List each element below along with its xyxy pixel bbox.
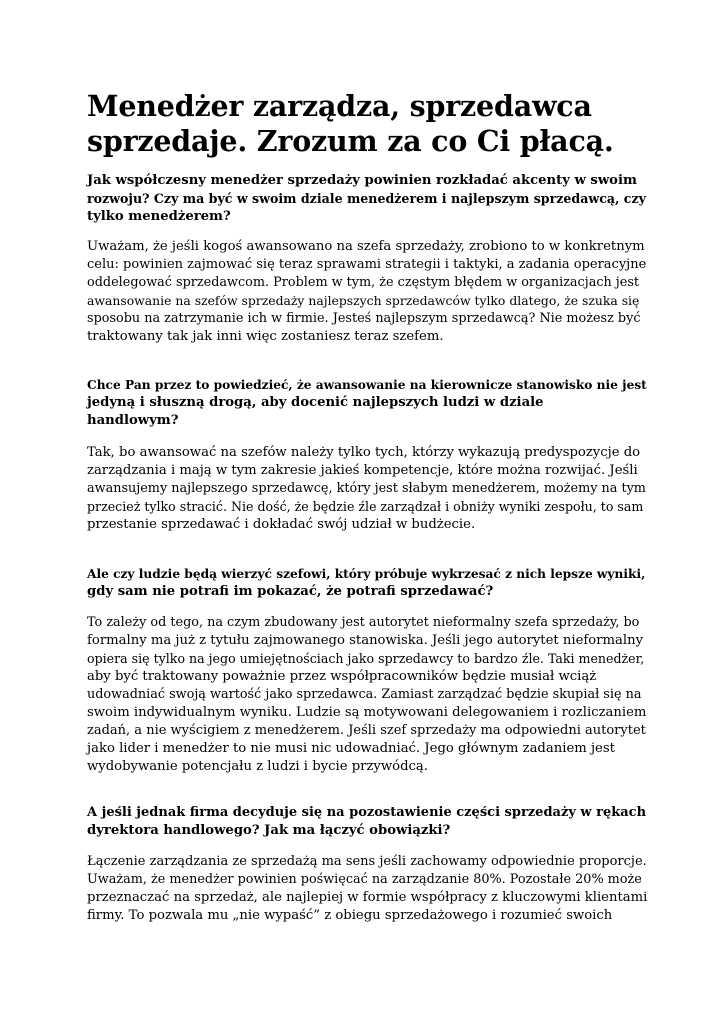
article-title: [87, 89, 647, 159]
interview-answer-2: [87, 444, 647, 534]
question-line: gdy sam nie potrafi im pokazać, że potrafi sprzedawać?: [87, 584, 494, 599]
answer-line: zadań, a nie wyścigiem z menedżerem. Jeśli szef sprzedaży ma odpowiedni autorytet: [87, 723, 646, 738]
answer-line: Uważam, że menedżer powinien poświęcać na zarządzanie 80%. Pozostałe 20% może: [87, 872, 642, 887]
answer-line: przeznaczać na sprzedaż, ale najlepiej w formie współpracy z kluczowymi klientami: [87, 890, 648, 905]
answer-line: awansowanie na szefów sprzedaży najlepszych sprzedawców tylko dlatego, że szuka się: [87, 293, 640, 308]
answer-line: celu: powinien zajmować się teraz sprawami strategii i taktyki, a zadania operacyjne: [87, 257, 647, 272]
answer-line: Tak, bo awansować na szefów należy tylko tych, którzy wykazują predyspozycje do: [87, 445, 641, 460]
question-line: rozwoju? Czy ma być w swoim dziale menedżerem i najlepszym sprzedawcą, czy: [87, 191, 646, 206]
interview-answer-4: [87, 853, 647, 925]
interview-question-4: [87, 804, 647, 840]
question-line: jedyną i słuszną drogą, aby docenić najlepszych ludzi w dziale: [87, 395, 544, 410]
answer-line: udowadniać swoją wartość jako sprzedawca. Zamiast zarządzać będzie skupiał się na: [87, 687, 642, 702]
answer-line: Uważam, że jeśli kogoś awansowano na szefa sprzedaży, zrobiono to w konkretnym: [87, 239, 645, 254]
answer-line: przecież tylko stracić. Nie dość, że będzie źle zarządzał i obniży wyniki zespołu, to sam: [87, 499, 644, 514]
answer-line: firmy. To pozwala mu „nie wypaść” z obiegu sprzedażowego i rozumieć swoich: [87, 908, 613, 923]
title-line: sprzedaje. Zrozum za co Ci płacą.: [87, 124, 614, 158]
answer-line: jako lider i menedżer to nie musi nic udowadniać. Jego głównym zadaniem jest: [87, 741, 615, 756]
answer-line: opiera się tylko na jego umiejętnościach jako sprzedawcy to bardzo źle. Taki menedżer,: [87, 651, 645, 666]
question-line: dyrektora handlowego? Jak ma łączyć obowiązki?: [87, 823, 451, 838]
interview-question-3: [87, 565, 647, 601]
interview-answer-1: [87, 238, 647, 346]
question-line: tylko menedżerem?: [87, 209, 231, 224]
answer-line: sposobu na zatrzymanie ich w firmie. Jesteś najlepszym sprzedawcą? Nie możesz być: [87, 311, 641, 326]
answer-line: aby być traktowany poważnie przez współpracowników będzie musiał wciąż: [87, 669, 597, 684]
interview-question-2: [87, 376, 647, 430]
answer-line: wydobywanie potencjału z ludzi i bycie przywódcą.: [87, 759, 428, 774]
answer-line: traktowany tak jak inni więc zostaniesz teraz szefem.: [87, 329, 444, 344]
question-line: Chce Pan przez to powiedzieć, że awansowanie na kierownicze stanowisko nie jest: [87, 378, 647, 392]
answer-line: zarządzania i mają w tym zakresie jakieś kompetencje, które można rozwijać. Jeśli: [87, 463, 638, 478]
question-line: handlowym?: [87, 413, 179, 428]
question-line: A jeśli jednak firma decyduje się na pozostawienie części sprzedaży w rękach: [87, 805, 647, 820]
answer-line: awansujemy najlepszego sprzedawcę, który jest słabym menedżerem, możemy na tym: [87, 481, 646, 496]
answer-line: To zależy od tego, na czym zbudowany jest autorytet nieformalny szefa sprzedaży, bo: [87, 615, 640, 630]
answer-line: przestanie sprzedawać i dokładać swój udział w budżecie.: [87, 517, 476, 532]
answer-line: oddelegować sprzedawcom. Problem w tym, że częstym błędem w organizacjach jest: [87, 275, 640, 290]
title-line: Menedżer zarządza, sprzedawca: [87, 89, 592, 123]
question-line: Jak współczesny menedżer sprzedaży powinien rozkładać akcenty w swoim: [87, 173, 637, 188]
interview-answer-3: [87, 614, 647, 776]
answer-line: Łączenie zarządzania ze sprzedażą ma sens jeśli zachowamy odpowiednie proporcje.: [87, 854, 647, 869]
answer-line: formalny ma już z tytułu zajmowanego stanowiska. Jeśli jego autorytet nieformalny: [87, 633, 644, 648]
question-line: Ale czy ludzie będą wierzyć szefowi, który próbuje wykrzesać z nich lepsze wyniki,: [87, 567, 646, 581]
interview-question-1: [87, 172, 647, 226]
answer-line: swoim indywidualnym wyniku. Ludzie są motywowani delegowaniem i rozliczaniem: [87, 705, 647, 720]
